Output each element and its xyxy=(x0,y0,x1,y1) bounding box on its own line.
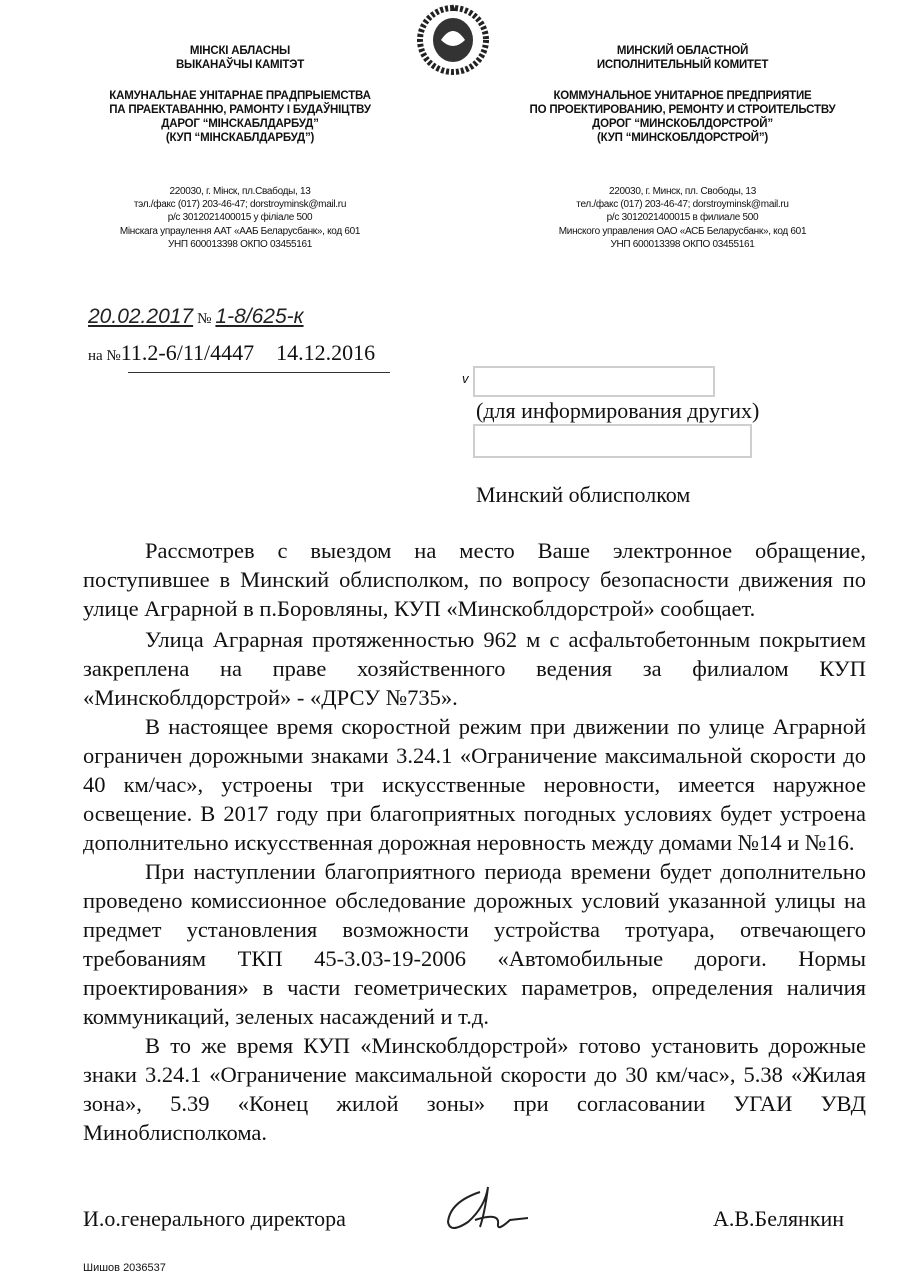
header-line: КАМУНАЛЬНАЕ УНІТАРНАЕ ПРАДПРЫЕМСТВА xyxy=(109,90,371,102)
address-line: УНП 600013398 ОКПО 03455161 xyxy=(167,238,313,250)
address-line: р/с 3012021400015 у філіале 500 xyxy=(167,212,313,224)
outgoing-date: 20.02.2017 xyxy=(88,305,194,328)
paragraph: При наступлении благоприятного периода времени будет дополнительно проведено комиссионное обследование дорожных условий указанной улицы на предмет установления возможности устройства тротуара, отвечающего требованиям ТКП 45-3.03-19-2006 «Автомобильные дороги. Нормы проектирования» в части геометрических параметров, определения наличия коммуникаций, зеленых насаждений и т.д. xyxy=(83,859,866,1029)
header-line: МІНСКІ АБЛАСНЫ xyxy=(189,45,291,57)
header-line: ВЫКАНАЎЧЫ КАМІТЭТ xyxy=(175,59,305,71)
letterhead-left-authority xyxy=(70,44,410,145)
letterhead-right-authority xyxy=(505,44,860,145)
reference-date: 14.12.2016 xyxy=(276,340,376,365)
paragraph: Рассмотрев с выездом на место Ваше электронное обращение, поступившее в Минский облисполком, по вопросу безопасности движения по улице Аграрной в п.Боровляны, КУП «Минскоблдорстрой» сообщает. xyxy=(83,538,866,621)
signatory-name: А.В.Белянкин xyxy=(713,1206,845,1231)
state-emblem xyxy=(413,2,493,76)
outgoing-number: 1-8/625-к xyxy=(215,305,304,328)
address-line: 220030, г. Мінск, пл.Свабоды, 13 xyxy=(169,186,311,197)
signatory-position: И.о.генерального директора xyxy=(83,1206,346,1231)
paragraph: В настоящее время скоростной режим при движении по улице Аграрной ограничен дорожными знаками 3.24.1 «Ограничение максимальной скорости до 40 км/час», устроены три искусственные неровности, имеется наружное освещение. В 2017 году при благоприятных погодных условиях будет устроена дополнительно искусственная дорожная неровность между домами №14 и №16. xyxy=(83,714,866,855)
paragraph: Улица Аграрная протяженностью 962 м с асфальтобетонным покрытием закреплена на праве хозяйственного ведения за филиалом КУП «Минскоблдорстрой» - «ДРСУ №735». xyxy=(83,627,866,710)
address-line: 220030, г. Минск, пл. Свободы, 13 xyxy=(609,186,756,197)
header-line: (КУП “МИНСКОБЛДОРСТРОЙ”) xyxy=(596,132,769,144)
header-line: МИНСКИЙ ОБЛАСТНОЙ xyxy=(616,45,749,57)
header-line: ПО ПРОЕКТИРОВАНИЮ, РЕМОНТУ И СТРОИТЕЛЬСТВУ xyxy=(529,104,836,116)
other-recipient-field[interactable] xyxy=(473,424,752,458)
address-line: р/с 3012021400015 в филиале 500 xyxy=(606,212,759,224)
reference-prefix: на № xyxy=(88,348,121,364)
letterhead-right-address xyxy=(505,185,860,251)
reference-underline xyxy=(128,372,390,373)
address-line: УНП 600013398 ОКПО 03455161 xyxy=(610,238,755,250)
letterhead-left-address xyxy=(70,185,410,251)
header-line: ПА ПРАЕКТАВАННЮ, РАМОНТУ І БУДАЎНІЦТВУ xyxy=(109,104,371,116)
recipient-field[interactable] xyxy=(473,366,715,397)
reference-line xyxy=(88,340,375,366)
executor-info: Шишов 2036537 xyxy=(83,1262,166,1274)
address-line: тел./факс (017) 203-46-47; dorstroyminsk@mail.ru xyxy=(576,199,789,211)
header-line: ДАРОГ “МІНСКАБЛДАРБУД” xyxy=(161,118,319,130)
reference-number: 11.2-6/11/4447 xyxy=(120,340,255,365)
header-line: ИСПОЛНИТЕЛЬНЫЙ КОМИТЕТ xyxy=(596,59,769,71)
handwritten-signature xyxy=(440,1182,530,1247)
header-line: ДОРОГ “МИНСКОБЛДОРСТРОЙ” xyxy=(592,118,773,130)
address-line: тэл./факс (017) 203-46-47; dorstroyminsk@mail.ru xyxy=(133,199,347,211)
number-label: № xyxy=(197,311,212,327)
letter-body xyxy=(83,536,866,1147)
address-line: Мінскага упраулення ААТ «ААБ Беларусбанк», код 601 xyxy=(119,225,361,237)
header-line: (КУП “МІНСКАБЛДАРБУД”) xyxy=(165,132,315,144)
paragraph: В то же время КУП «Минскоблдорстрой» готово установить дорожные знаки 3.24.1 «Ограничение максимальной скорости до 30 км/час», 5.38 «Жилая зона», 5.39 «Конец жилой зоны» при согласовании УГАИ УВД Миноблисполкома. xyxy=(83,1033,866,1145)
recipient-mark: v xyxy=(462,371,469,386)
addressee: Минский облисполком xyxy=(476,482,691,507)
header-line: КОММУНАЛЬНОЕ УНИТАРНОЕ ПРЕДПРИЯТИЕ xyxy=(553,90,812,102)
info-note: (для информирования других) xyxy=(476,398,760,423)
address-line: Минского управления ОАО «АСБ Беларусбанк», код 601 xyxy=(558,225,807,237)
outgoing-registration xyxy=(88,305,304,329)
